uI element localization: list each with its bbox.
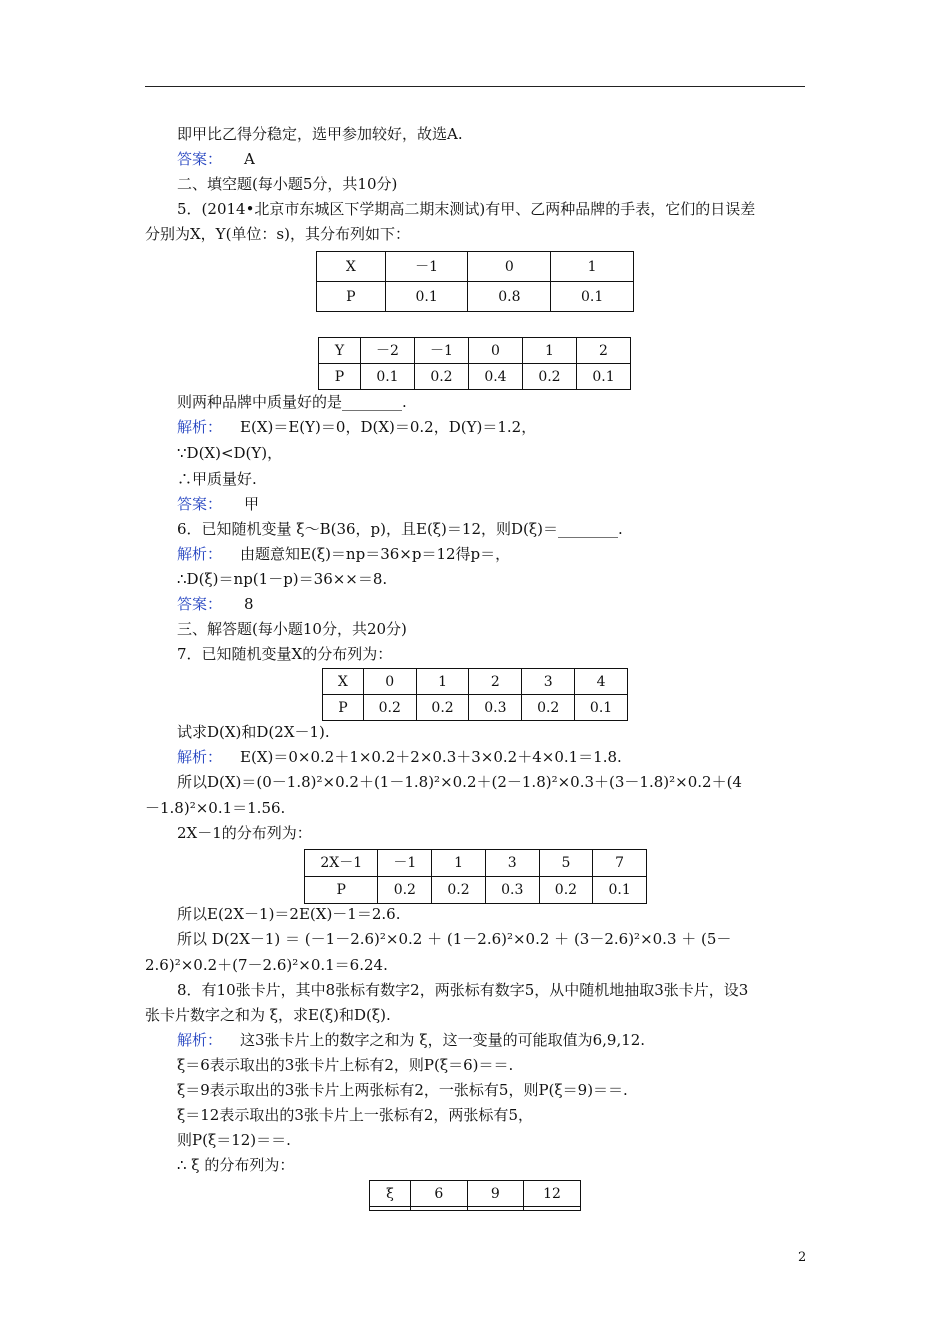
table-cell: 1: [551, 252, 634, 282]
table-cell: －1: [378, 850, 432, 877]
table-cell: 0.3: [469, 695, 522, 721]
table-cell: 0.1: [593, 877, 647, 904]
table-cell: 0: [468, 252, 551, 282]
text-line: 2.6)²×0.2＋(7－2.6)²×0.1＝6.24.: [145, 956, 388, 974]
text-line: ξ＝12表示取出的3张卡片上一张标有2，两张标有5，: [177, 1106, 533, 1124]
header-rule: [145, 86, 805, 87]
text-line: ∴甲质量好.: [177, 470, 257, 488]
table-cell: 7: [593, 850, 647, 877]
table-x-distribution-q7: [322, 668, 628, 721]
analysis-label: 解析：: [177, 1031, 223, 1049]
table-cell: 0.2: [432, 877, 486, 904]
text-line: ∴ ξ 的分布列为：: [177, 1156, 295, 1174]
table-cell: 0.1: [551, 282, 634, 312]
table-cell: 0.2: [416, 695, 469, 721]
answer-label: 答案：: [177, 150, 223, 168]
table-cell: 4: [575, 669, 628, 695]
analysis-line: [177, 417, 536, 437]
table-cell: 0.4: [468, 364, 522, 390]
text-line: ξ＝6表示取出的3张卡片上标有2，则P(ξ＝6)＝＝.: [177, 1056, 514, 1074]
page-number: 2: [798, 1250, 807, 1265]
analysis-line: [177, 544, 510, 564]
question-8-cont: 张卡片数字之和为 ξ，求E(ξ)和D(ξ).: [145, 1006, 391, 1024]
table-cell: 6: [411, 1181, 468, 1207]
question-5-prompt: 则两种品牌中质量好的是________.: [177, 393, 407, 411]
table-cell: 0.8: [468, 282, 551, 312]
table-cell: 0.3: [485, 877, 539, 904]
text-line: －1.8)²×0.1＝1.56.: [145, 799, 286, 817]
analysis-value: E(X)＝E(Y)＝0，D(X)＝0.2，D(Y)＝1.2，: [240, 418, 537, 436]
table-cell: 0.2: [522, 364, 576, 390]
answer-line: [177, 149, 255, 169]
table-cell: 0.2: [378, 877, 432, 904]
table-cell: X: [317, 252, 386, 282]
table-cell: 2: [576, 338, 630, 364]
table-cell: 2: [469, 669, 522, 695]
table-cell: P: [319, 364, 361, 390]
table-cell: 3: [522, 669, 575, 695]
section-heading: 二、填空题(每小题5分，共10分): [177, 175, 398, 193]
table-cell: ξ: [370, 1181, 411, 1207]
answer-value: 甲: [244, 495, 260, 513]
table-cell: Y: [319, 338, 361, 364]
table-cell: 0.2: [363, 695, 416, 721]
table-cell: 12: [524, 1181, 581, 1207]
text-line: 所以 D(2X－1) ＝ (－1－2.6)²×0.2 ＋ (1－2.6)²×0.2 ＋ (3－2.6)²×0.3 ＋ (5－: [177, 930, 732, 948]
question-5: 5．(2014•北京市东城区下学期高二期末测试)有甲、乙两种品牌的手表，它们的日误差: [177, 200, 756, 218]
table-cell: 0.1: [360, 364, 414, 390]
table-cell: 9: [467, 1181, 524, 1207]
answer-value: A: [244, 150, 255, 168]
analysis-value: 由题意知E(ξ)＝np＝36×p＝12得p＝，: [240, 545, 511, 563]
table-cell: －1: [414, 338, 468, 364]
text-line: 2X－1的分布列为：: [177, 824, 312, 842]
table-cell: 0.2: [522, 695, 575, 721]
table-cell: P: [323, 695, 364, 721]
table-cell: [370, 1207, 411, 1211]
table-cell: 5: [539, 850, 593, 877]
answer-line: [177, 494, 259, 514]
table-cell: －1: [385, 252, 468, 282]
analysis-line: [177, 1030, 645, 1050]
table-cell: 1: [416, 669, 469, 695]
table-cell: 0.2: [414, 364, 468, 390]
table-cell: 0.2: [539, 877, 593, 904]
text-line: 则P(ξ＝12)＝＝.: [177, 1131, 291, 1149]
table-cell: 3: [485, 850, 539, 877]
table-cell: [411, 1207, 468, 1211]
text-line: ∵D(X)<D(Y)，: [177, 444, 283, 462]
table-cell: X: [323, 669, 364, 695]
table-cell: －2: [360, 338, 414, 364]
question-7: 7．已知随机变量X的分布列为：: [177, 645, 393, 663]
answer-label: 答案：: [177, 595, 223, 613]
table-cell: 0: [468, 338, 522, 364]
text-line: 所以D(X)＝(0－1.8)²×0.2＋(1－1.8)²×0.2＋(2－1.8)²×0.3＋(3－1.8)²×0.2＋(4: [177, 773, 742, 791]
answer-value: 8: [244, 595, 254, 613]
table-cell: 0: [363, 669, 416, 695]
question-6: 6．已知随机变量 ξ～B(36，p)，且E(ξ)＝12，则D(ξ)＝________.: [177, 520, 623, 538]
text-line: 所以E(2X－1)＝2E(X)－1＝2.6.: [177, 905, 401, 923]
question-5-cont: 分别为X，Y(单位：s)，其分布列如下：: [145, 225, 410, 243]
analysis-label: 解析：: [177, 418, 223, 436]
table-cell: 1: [432, 850, 486, 877]
analysis-label: 解析：: [177, 545, 223, 563]
table-y-distribution: [318, 337, 631, 390]
section-heading: 三、解答题(每小题10分，共20分): [177, 620, 407, 638]
table-cell: [524, 1207, 581, 1211]
text-line: ∴D(ξ)＝np(1－p)＝36××＝8.: [177, 570, 388, 588]
text-line: 即甲比乙得分稳定，选甲参加较好，故选A.: [177, 125, 463, 143]
answer-label: 答案：: [177, 495, 223, 513]
question-8: 8．有10张卡片，其中8张标有数字2，两张标有数字5，从中随机地抽取3张卡片，设3: [177, 981, 749, 999]
table-x-distribution: [316, 251, 634, 312]
analysis-value: E(X)＝0×0.2＋1×0.2＋2×0.3＋3×0.2＋4×0.1＝1.8.: [240, 748, 622, 766]
table-2x-1-distribution: [304, 849, 647, 904]
table-cell: 2X－1: [305, 850, 378, 877]
question-7-prompt: 试求D(X)和D(2X－1).: [177, 723, 330, 741]
table-cell: P: [317, 282, 386, 312]
answer-line: [177, 594, 254, 614]
analysis-value: 这3张卡片上的数字之和为 ξ，这一变量的可能取值为6,9,12.: [240, 1031, 646, 1049]
table-cell: 0.1: [575, 695, 628, 721]
analysis-label: 解析：: [177, 748, 223, 766]
table-cell: 0.1: [576, 364, 630, 390]
table-cell: 0.1: [385, 282, 468, 312]
table-xi-distribution: [369, 1180, 581, 1211]
text-line: ξ＝9表示取出的3张卡片上两张标有2，一张标有5，则P(ξ＝9)＝＝.: [177, 1081, 628, 1099]
table-cell: [467, 1207, 524, 1211]
table-cell: 1: [522, 338, 576, 364]
table-cell: P: [305, 877, 378, 904]
analysis-line: [177, 747, 622, 767]
